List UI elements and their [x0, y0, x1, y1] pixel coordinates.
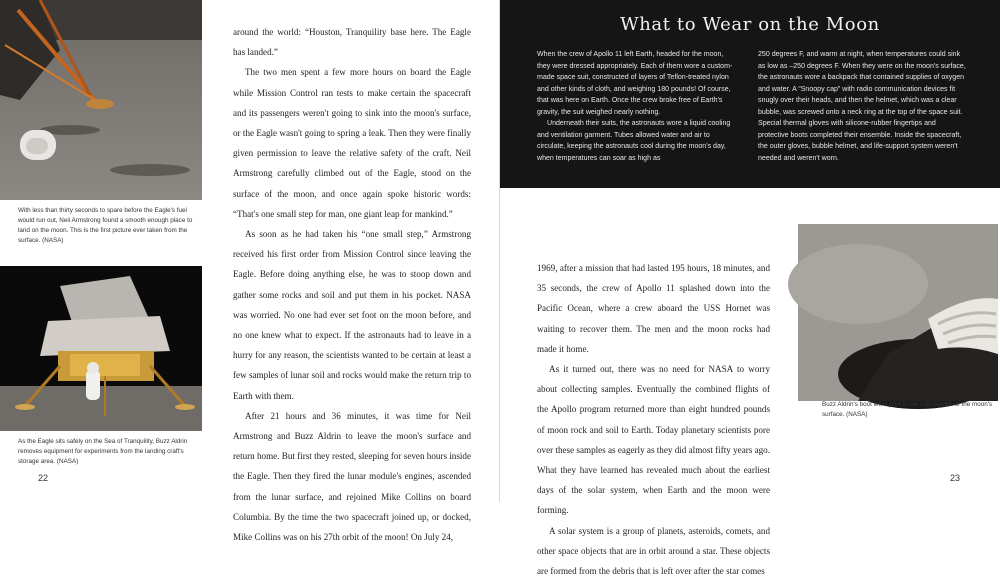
body-paragraph: As it turned out, there was no need for NASA to worry about collecting samples. Eventually the combined flights of the Apollo program returned more than eight hundred pounds of moon rock and soil to Earth. Today planetary scientists pore over these samples as eagerly as they did almost fifty years ago. What they have learned has revealed much about the earliest days of the solar system, when Earth and the moon were forming. — [537, 364, 770, 516]
body-paragraph: As soon as he had taken his “one small step,” Armstrong received his first order from Mission Control since leaving the Eagle. Before doing anything else, he was to stoop down and gather some rocks and soil and put them in his pocket. NASA was worried. No one had ever set foot on the moon before, and no one knew what to expect. If the astronauts had to leave in a hurry for any reason, the scientists wanted to be certain at least a few samples of lunar soil and rocks would make the return trip to Earth with them. — [233, 229, 471, 401]
lunar-module-footpad-photo — [0, 0, 202, 200]
sidebar-paragraph: When the crew of Apollo 11 left Earth, headed for the moon, they were dressed appropriately. Each of them wore a custom-made space suit, constructed of layers of Teflon-treated nylon and other kinds of cloth, and weighing 180 pounds! Of course, that was here on Earth. Once the crew broke free of Earth's gravity, the suit weighed nearly nothing. — [537, 51, 733, 116]
sidebar-column-2 — [758, 49, 968, 164]
sidebar-title: What to Wear on the Moon — [620, 14, 880, 35]
body-paragraph: 1969, after a mission that had lasted 195 hours, 18 minutes, and 35 seconds, the crew of Apollo 11 splashed down into the Pacific Ocean, where a crew aboard the USS Hornet was waiting to recover them. The men and the moon rocks had made it home. — [537, 263, 770, 354]
sidebar-column-1 — [537, 49, 737, 164]
body-paragraph: The two men spent a few more hours on board the Eagle while Mission Control ran tests to make certain the spacecraft and its passengers weren't going to sink into the moon's surface, or the Eagle wasn't going to spring a leak. Then they were finally given permission to leave the relative safety of the craft. Neil Armstrong carefully climbed out of the Eagle, stood on the surface of the moon, and once again spoke historic words: “That's one small step for man, one giant leap for mankind.” — [233, 67, 471, 219]
photo-caption-boot-print: Buzz Aldrin's boot left a print in the soft regolith of the moon's surface. (NASA) — [822, 401, 993, 418]
right-page-body-text — [537, 258, 770, 581]
sidebar-paragraph: 250 degrees F, and warm at night, when temperatures could sink as low as –250 degrees F. When they were on the moon's surface, the astronauts wore a backpack that contained supplies of oxygen and water. A “Snoopy cap” with radio communication devices fit snugly over their heads, and then the helmet, which was a clear bubble, was screwed onto a neck ring at the top of the space suit. Special thermal gloves with silicone-rubber fingertips and protective boots completed their ensemble. Inside the spacecraft, the outer gloves, bubble helmet, and life-support system weren't needed and weren't worn. — [758, 51, 966, 162]
boot-print-photo — [798, 224, 998, 401]
page-number-left: 22 — [38, 473, 49, 483]
body-paragraph: After 21 hours and 36 minutes, it was time for Neil Armstrong and Buzz Aldrin to leave the moon's surface and return home. But first they rested, sleeping for seven hours inside the Eagle. Then they fired the lunar module's engines, ascended from the lunar surface, and rejoined Mike Collins on board Columbia. By the time the two spacecraft joined up, or docked, Mike Collins was on his 27th orbit of the moon! On July 24, — [233, 410, 471, 543]
page-number-right: 23 — [950, 473, 961, 483]
body-paragraph: around the world: “Houston, Tranquility base here. The Eagle has landed.” — [233, 27, 471, 58]
photo-caption-first-picture: With less than thirty seconds to spare before the Eagle's fuel would run out, Neil Armstrong found a smooth enough place to land on the moon. This is the first picture ever taken from the surface. (NASA) — [18, 207, 193, 244]
body-paragraph: A solar system is a group of planets, asteroids, comets, and other space objects that are in orbit around a star. These objects are formed from the debris that is left over after the star comes — [537, 525, 770, 577]
left-page-body-text — [233, 22, 471, 547]
photo-caption-aldrin-equipment: As the Eagle sits safely on the Sea of Tranquility, Buzz Aldrin removes equipment for experiments from the landing craft's storage area. (NASA) — [18, 438, 188, 465]
sidebar-paragraph: Underneath their suits, the astronauts wore a liquid cooling and ventilation garment. Tubes allowed water and air to circulate, keeping the astronauts cool during the moon's day, when temperatures can soar as high as — [537, 120, 731, 162]
lunar-module-eagle-photo — [0, 266, 202, 431]
